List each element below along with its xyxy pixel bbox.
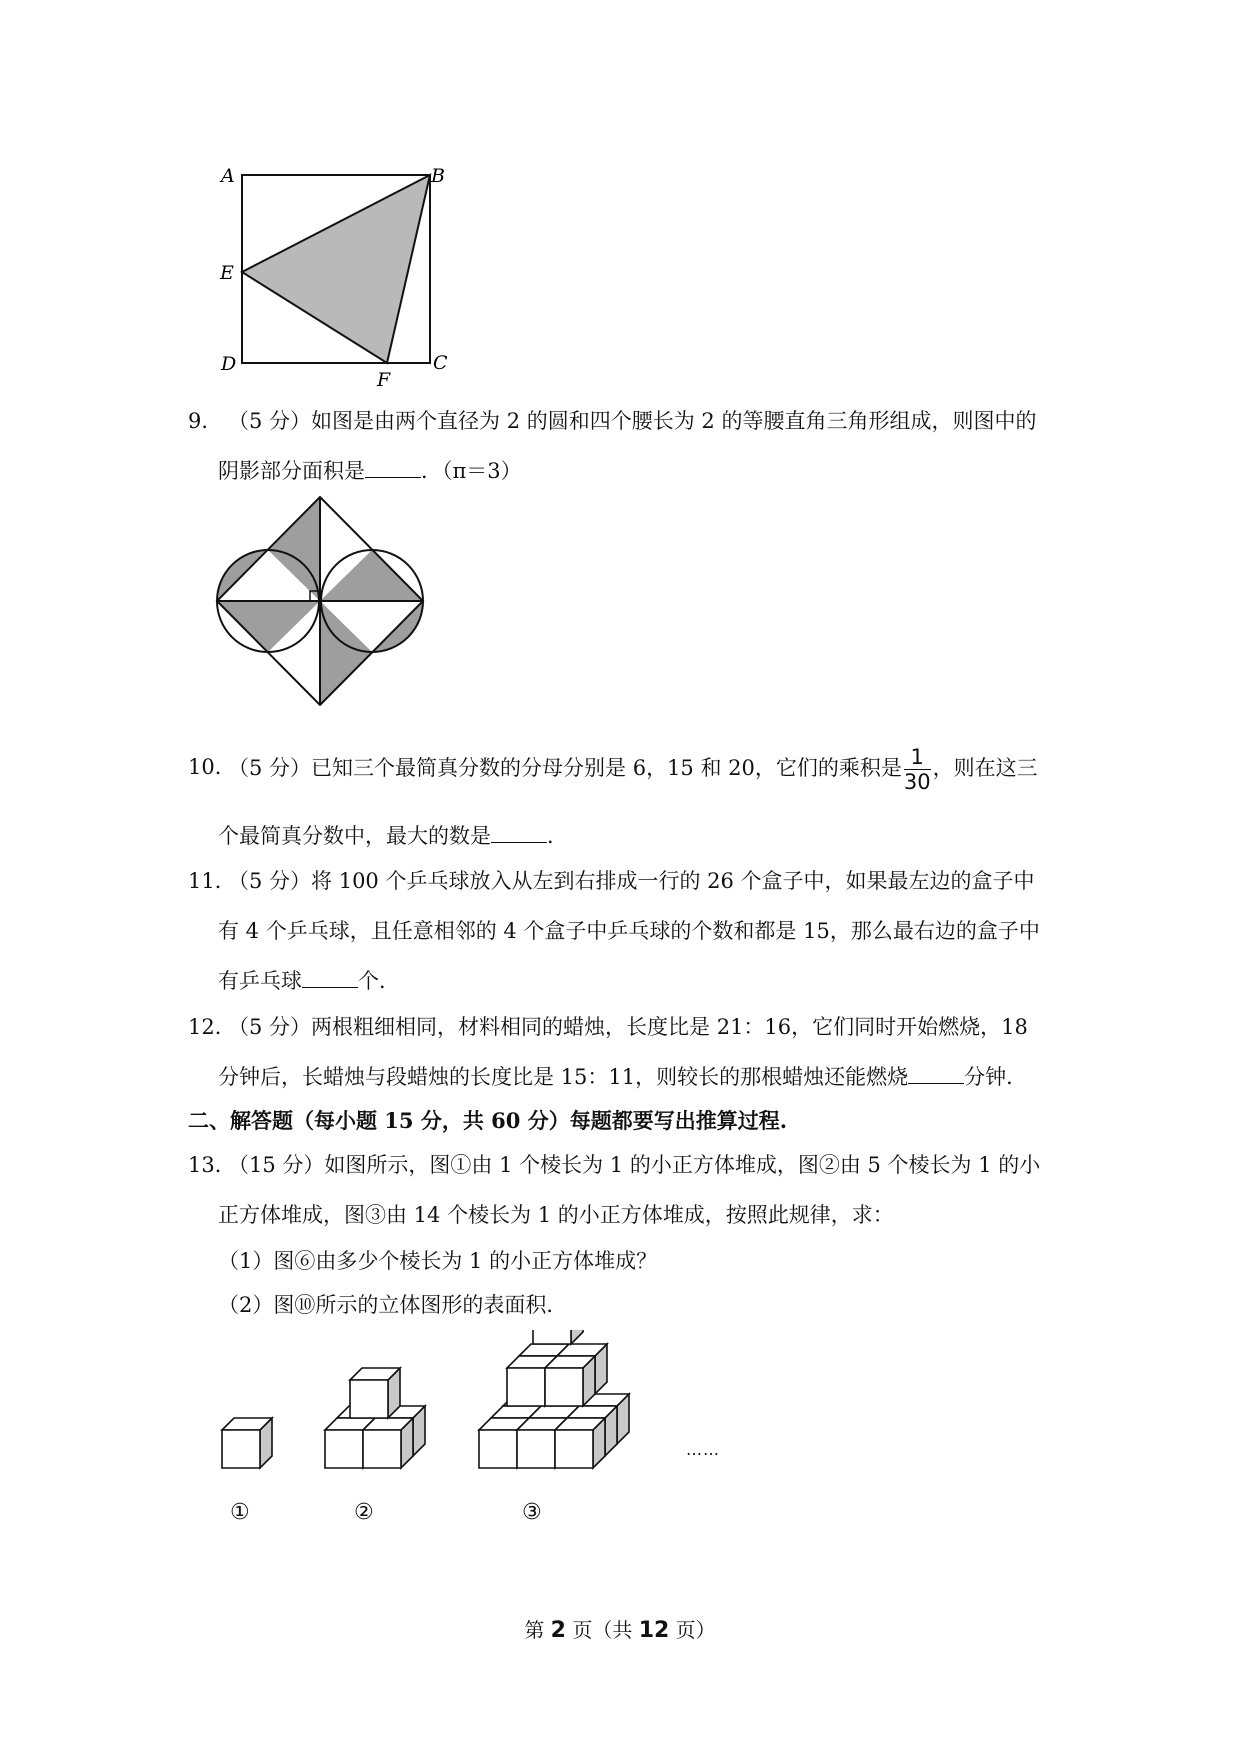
page-footer — [0, 1616, 1240, 1645]
square-triangle-figure — [215, 160, 455, 395]
cube-group — [222, 1330, 629, 1468]
footer-pre: 第 — [524, 1618, 551, 1642]
q9-answer-blank — [365, 457, 421, 478]
cube-stacks-figure — [215, 1330, 735, 1490]
q10-line2-tail: ． — [547, 824, 568, 848]
q12-answer-blank — [908, 1063, 964, 1084]
figure-label-1: ① — [230, 1500, 250, 1525]
label-f: F — [377, 369, 391, 391]
q10-line1-tail: ，则在这三 — [932, 756, 1038, 780]
cube-face — [571, 1330, 583, 1344]
fraction — [904, 745, 931, 794]
q12-line1: （5 分）两根粗细相同，材料相同的蜡烛，长度比是 21：16，它们同时开始燃烧，18 — [228, 1015, 1028, 1039]
cube-face — [350, 1380, 388, 1418]
cube-face — [325, 1430, 363, 1468]
label-e: E — [220, 262, 234, 284]
q9-line2-tail: ．（π＝3） — [421, 459, 522, 483]
cube-face — [545, 1368, 583, 1406]
footer-mid: 页（共 — [565, 1618, 639, 1642]
q13-line2: 正方体堆成，图③由 14 个棱长为 1 的小正方体堆成，按照此规律，求： — [218, 1203, 894, 1227]
label-d: D — [221, 353, 237, 375]
shaded-triangle-ebf — [242, 175, 430, 363]
cube-face — [517, 1430, 555, 1468]
q10-line2-text: 个最简真分数中，最大的数是 — [218, 824, 491, 848]
cube-face — [533, 1330, 571, 1344]
q10-answer-blank — [491, 822, 547, 843]
q11-line3-text: 有乒乓球 — [218, 969, 302, 993]
q9-line1: （5 分）如图是由两个直径为 2 的圆和四个腰长为 2 的等腰直角三角形组成，则图中的 — [228, 409, 1037, 433]
figure-label-2: ② — [354, 1500, 374, 1525]
q11-line3-tail: 个． — [358, 969, 400, 993]
q13-number: 13． — [188, 1153, 236, 1177]
circles-triangles-figure — [212, 496, 428, 706]
label-b: B — [431, 165, 445, 187]
label-c: C — [433, 352, 448, 374]
q13-sub2: （2）图⑩所示的立体图形的表面积． — [218, 1293, 568, 1317]
fraction-numerator: 1 — [904, 745, 931, 770]
q9-number: 9． — [188, 409, 223, 433]
cube-face — [507, 1368, 545, 1406]
q9-line2-text: 阴影部分面积是 — [218, 459, 365, 483]
section-2-title: 二、解答题（每小题 15 分，共 60 分）每题都要写出推算过程. — [188, 1108, 788, 1133]
q9-line2 — [218, 456, 522, 486]
q11-line2: 有 4 个乒乓球，且任意相邻的 4 个盒子中乒乓球的个数和都是 15，那么最右边的盒子中 — [218, 919, 1040, 943]
q12-line2-tail: 分钟． — [964, 1065, 1028, 1089]
cube-face — [479, 1430, 517, 1468]
q11-line1: （5 分）将 100 个乒乓球放入从左到右排成一行的 26 个盒子中，如果最左边的盒子中 — [228, 869, 1035, 893]
cube-face — [222, 1430, 260, 1468]
q10-number: 10． — [188, 755, 236, 779]
q12-number: 12． — [188, 1015, 236, 1039]
footer-total-pages: 12 — [638, 1618, 670, 1643]
q13-sub1: （1）图⑥由多少个棱长为 1 的小正方体堆成？ — [218, 1249, 658, 1273]
label-a: A — [221, 165, 235, 187]
q12-line2-text: 分钟后，长蜡烛与段蜡烛的长度比是 15：11，则较长的那根蜡烛还能燃烧 — [218, 1065, 909, 1089]
q10-line1-text: （5 分）已知三个最简真分数的分母分别是 6，15 和 20，它们的乘积是 — [228, 756, 902, 780]
q12-line2 — [218, 1062, 1027, 1092]
cube-face — [555, 1430, 593, 1468]
figure-label-3: ③ — [522, 1500, 542, 1525]
q10-line2 — [218, 821, 568, 851]
cube-face — [363, 1430, 401, 1468]
footer-post: 页） — [669, 1618, 716, 1642]
q11-answer-blank — [302, 967, 358, 988]
fraction-denominator: 30 — [903, 770, 931, 794]
q13-line1: （15 分）如图所示，图①由 1 个棱长为 1 的小正方体堆成，图②由 5 个棱长为 1 的小 — [228, 1153, 1041, 1177]
ellipsis: …… — [686, 1440, 720, 1459]
q10-line1 — [228, 740, 1038, 796]
q11-number: 11． — [188, 869, 236, 893]
q11-line3 — [218, 966, 400, 996]
footer-page-number: 2 — [550, 1618, 566, 1643]
